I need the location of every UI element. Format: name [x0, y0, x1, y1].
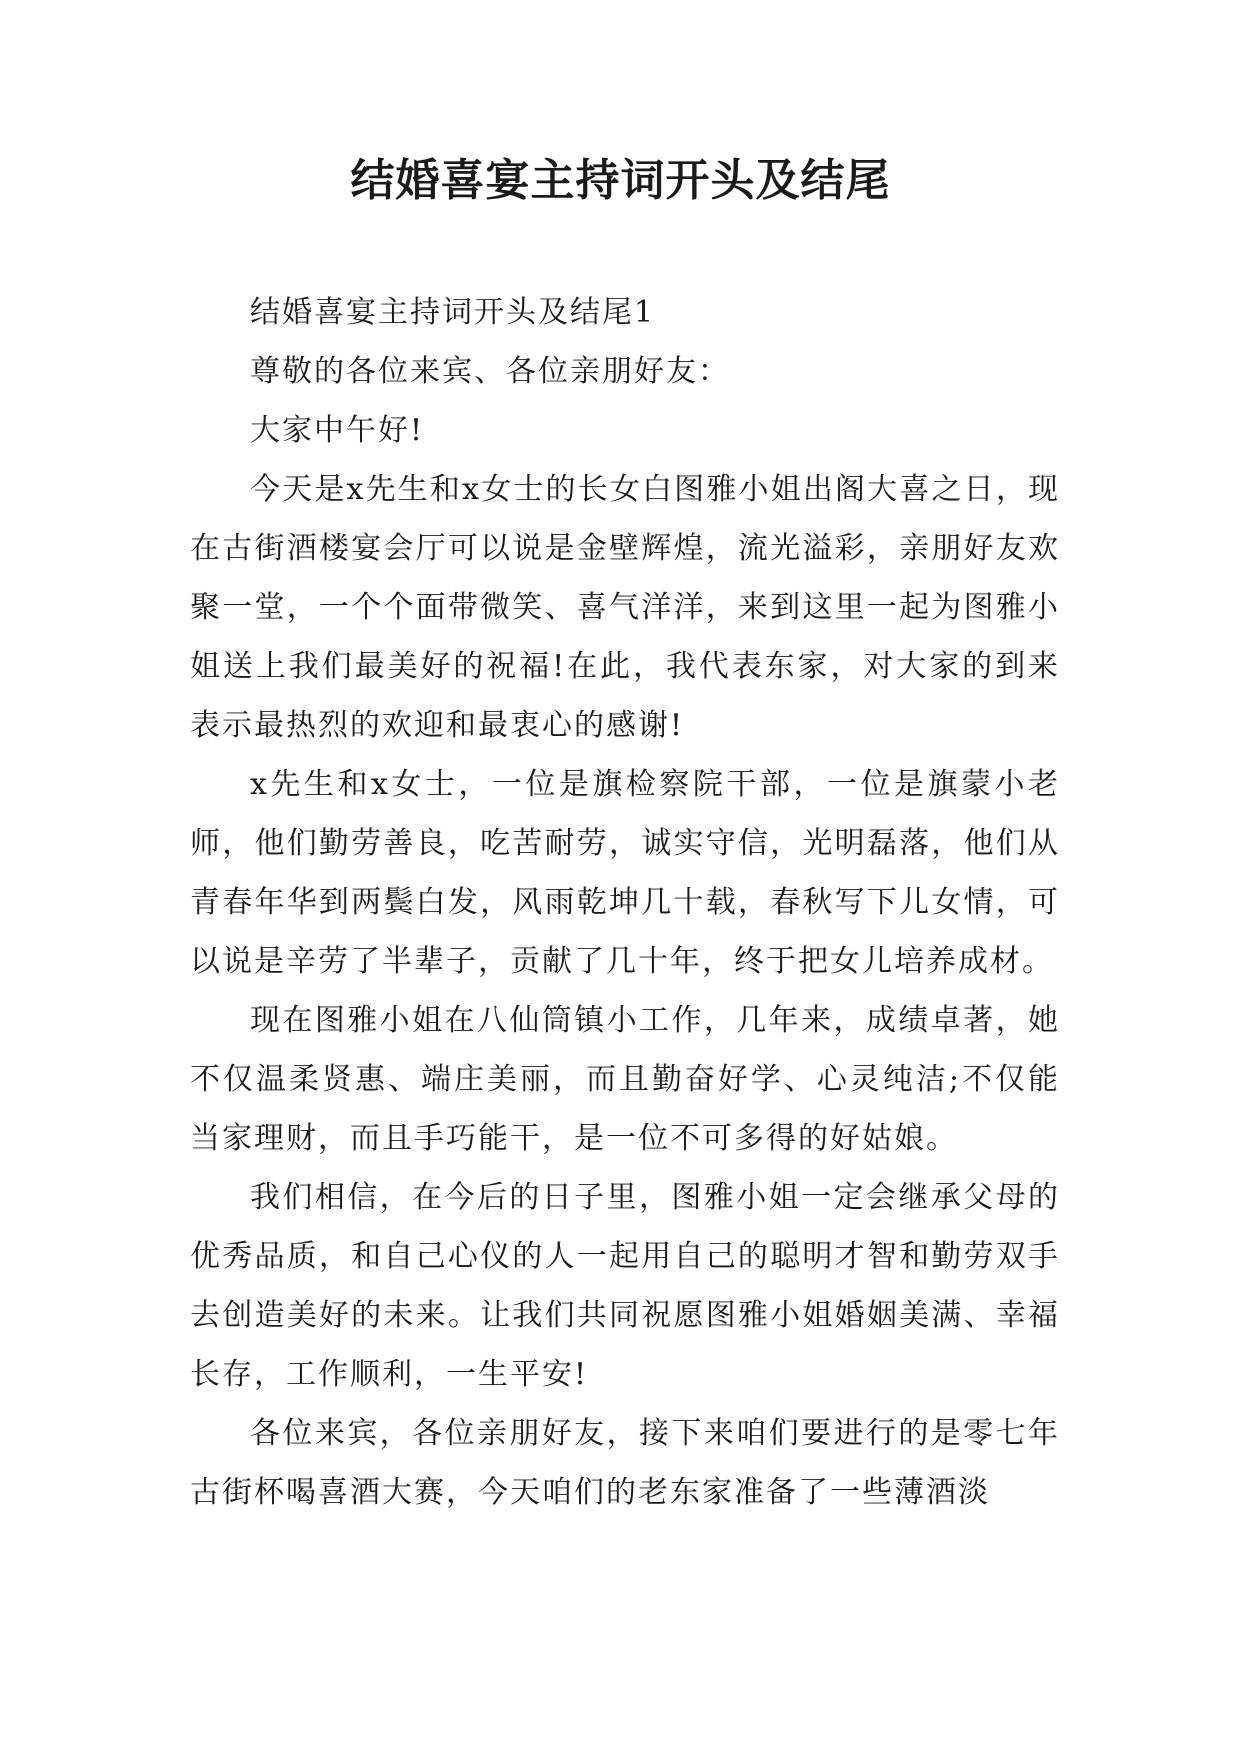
paragraph-contest: 各位来宾，各位亲朋好友，接下来咱们要进行的是零七年古街杯喝喜酒大赛，今天咱们的老东家准备了一些薄酒淡 — [190, 1416, 1060, 1510]
paragraph-wishes: 我们相信，在今后的日子里，图雅小姐一定会继承父母的优秀品质，和自己心仪的人一起用自己的聪明才智和勤劳双手去创造美好的未来。让我们共同祝愿图雅小姐婚姻美满、幸福长存，工作顺利，一生平安! — [190, 1180, 1060, 1392]
document-title: 结婚喜宴主持词开头及结尾 — [350, 155, 891, 206]
document-body — [190, 283, 1060, 1522]
paragraph-parents: x先生和x女士，一位是旗检察院干部，一位是旗蒙小老师，他们勤劳善良，吃苦耐劳，诚实守信，光明磊落，他们从青春年华到两鬓白发，风雨乾坤几十载，春秋写下儿女情，可以说是辛劳了半辈子，贡献了几十年，终于把女儿培养成材。 — [190, 767, 1060, 979]
paragraph-welcome: 今天是x先生和x女士的长女白图雅小姐出阁大喜之日，现在古街酒楼宴会厅可以说是金壁辉煌，流光溢彩，亲朋好友欢聚一堂，一个个面带微笑、喜气洋洋，来到这里一起为图雅小姐送上我们最美好的祝福!在此，我代表东家，对大家的到来表示最热烈的欢迎和最衷心的感谢! — [190, 472, 1060, 743]
paragraph-subtitle: 结婚喜宴主持词开头及结尾1 — [250, 295, 656, 330]
paragraph-greeting: 大家中午好! — [250, 413, 425, 448]
paragraph-salutation: 尊敬的各位来宾、各位亲朋好友： — [250, 354, 730, 389]
paragraph-bride: 现在图雅小姐在八仙筒镇小工作，几年来，成绩卓著，她不仅温柔贤惠、端庄美丽，而且勤奋好学、心灵纯洁;不仅能当家理财，而且手巧能干，是一位不可多得的好姑娘。 — [190, 1003, 1060, 1156]
